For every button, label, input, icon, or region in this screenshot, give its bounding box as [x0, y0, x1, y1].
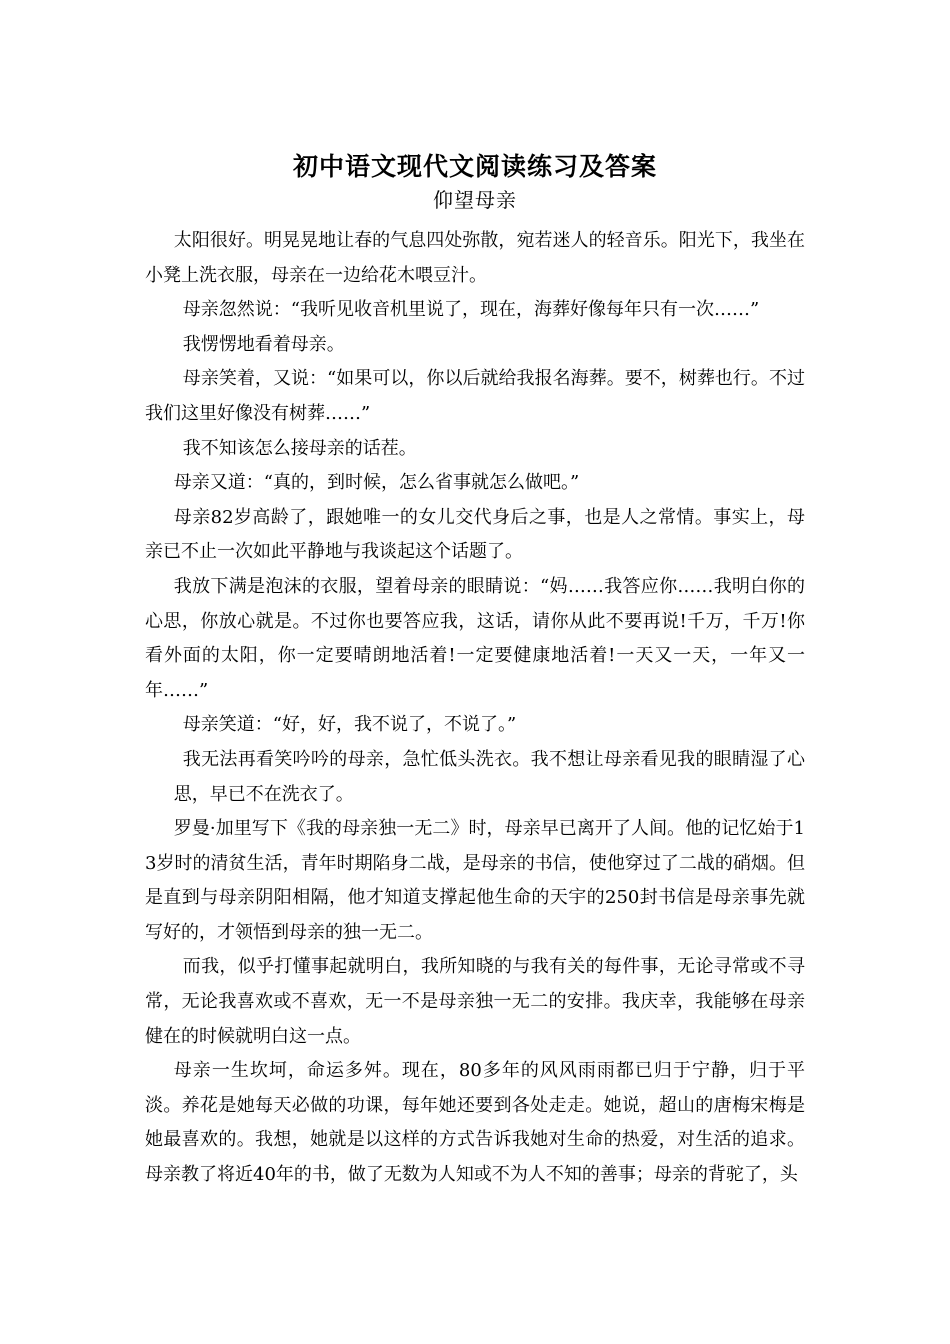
paragraph: 我放下满是泡沫的衣服，望着母亲的眼睛说：“妈……我答应你……我明白你的心思，你放心就是。不过你也要答应我，这话，请你从此不要再说!千万，千万!你看外面的太阳，你一定要晴朗地活着!一定要健康地活着!一天又一天，一年又一年……” [145, 575, 805, 701]
paragraph: 我无法再看笑吟吟的母亲，急忙低头洗衣。我不想让母亲看见我的眼睛湿了心思，早已不在洗衣了。 [173, 748, 805, 805]
paragraph: 母亲一生坎坷，命运多舛。现在，80多年的风风雨雨都已归于宁静，归于平淡。养花是她每天必做的功课，每年她还要到各处走走。她说，超山的唐梅宋梅是她最喜欢的。我想，她就是以这样的方式告诉我她对生命的热爱，对生活的追求。母亲教了将近40年的书，做了无数为人知或不为人不知的善事；母亲的背驼了，头 [145, 1060, 805, 1186]
paragraph: 我不知该怎么接母亲的话茬。 [182, 437, 417, 459]
paragraph: 太阳很好。明晃晃地让春的气息四处弥散，宛若迷人的轻音乐。阳光下，我坐在小凳上洗衣服，母亲在一边给花木喂豆汁。 [145, 230, 805, 286]
paragraph: 母亲又道：“真的，到时候，怎么省事就怎么做吧。” [173, 472, 580, 494]
essay-title: 仰望母亲 [433, 188, 517, 212]
paragraph: 母亲笑着，又说：“如果可以，你以后就给我报名海葬。要不，树葬也行。不过我们这里好像没有树葬……” [145, 368, 805, 424]
paragraph: 母亲笑道：“好，好，我不说了，不说了。” [182, 714, 517, 736]
paragraph: 而我，似乎打懂事起就明白，我所知晓的与我有关的每件事，无论寻常或不寻常，无论我喜欢或不喜欢，无一不是母亲独一无二的安排。我庆幸，我能够在母亲健在的时候就明白这一点。 [145, 956, 805, 1047]
essay-body [145, 224, 805, 1193]
paragraph: 母亲82岁高龄了，跟她唯一的女儿交代身后之事，也是人之常情。事实上，母亲已不止一次如此平静地与我谈起这个话题了。 [145, 506, 805, 563]
paragraph: 罗曼·加里写下《我的母亲独一无二》时，母亲早已离开了人间。他的记忆始于13岁时的清贫生活，青年时期陷身二战，是母亲的书信，使他穿过了二战的硝烟。但是直到与母亲阴阳相隔，他才知道支撑起他生命的天宇的250封书信是母亲事先就写好的，才领悟到母亲的独一无二。 [145, 818, 805, 943]
paragraph: 母亲忽然说：“我听见收音机里说了，现在，海葬好像每年只有一次……” [182, 299, 760, 321]
paragraph: 我愣愣地看着母亲。 [182, 333, 345, 355]
document-title: 初中语文现代文阅读练习及答案 [292, 151, 657, 181]
